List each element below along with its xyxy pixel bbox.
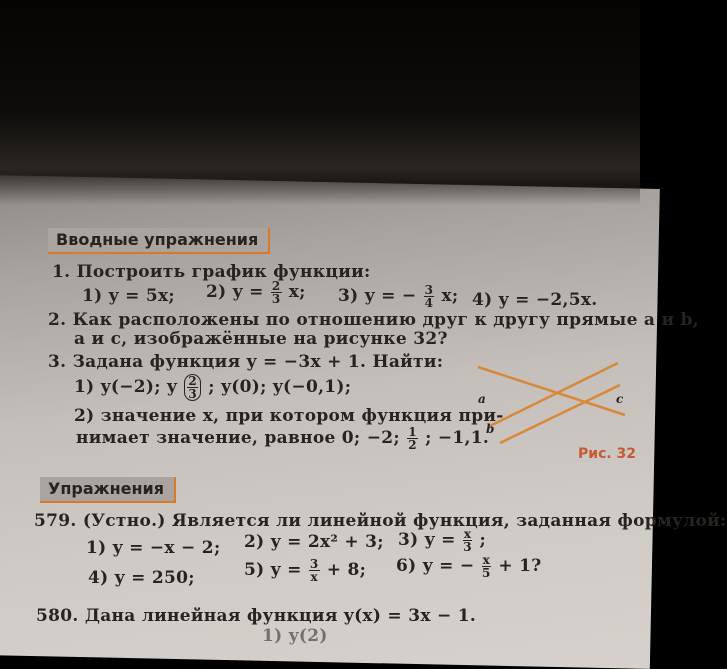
section-header-intro: Вводные упражнения <box>48 228 270 254</box>
exercise-3-part-2-cont: нимает значение, равное 0; −2; $\frac{1}{2}$ ; −1,1. <box>76 425 490 452</box>
exercise-579-item-3: 3) y = $\frac{x}{3}$ ; <box>398 527 487 554</box>
exercise-2-line-2: a и c, изображённые на рисунке 32? <box>74 329 448 349</box>
exercise-579-item-5: 5) y = $\frac{3}{x}$ + 8; <box>244 557 367 584</box>
exercise-579-item-6: 6) y = − $\frac{x}{5}$ + 1? <box>396 553 542 580</box>
exercise-1-item-2: 2) y = $\frac{2}{3}$ x; <box>206 279 306 306</box>
label-a: a <box>478 392 486 406</box>
exercise-579-item-4: 4) y = 250; <box>88 568 195 588</box>
exercise-1-title: 1. Построить график функции: <box>52 262 371 282</box>
label-b: b <box>486 422 495 436</box>
exercise-579-title: 579. (Устно.) Является ли линейной функция, заданная формулой: <box>34 511 727 531</box>
exercise-3-part-1: 1) y(−2); y $\frac{2}{3}$ ; y(0); y(−0,1); <box>74 374 352 401</box>
exercise-580-title: 580. Дана линейная функция y(x) = 3x − 1. <box>36 606 477 626</box>
exercise-1-item-3: 3) y = − $\frac{3}{4}$ x; <box>338 283 459 310</box>
exercise-579-item-2: 2) y = 2x² + 3; <box>244 532 384 552</box>
figure-caption: Рис. 32 <box>578 446 637 462</box>
section-header-exercises: Упражнения <box>40 477 176 503</box>
exercise-2-line-1: 2. Как расположены по отношению друг к другу прямые a и b, <box>48 310 699 330</box>
line-c <box>478 367 625 415</box>
exercise-3-title: 3. Задана функция y = −3x + 1. Найти: <box>48 352 444 372</box>
exercise-3-part-2: 2) значение x, при котором функция при- <box>74 406 504 426</box>
label-c: c <box>616 392 624 406</box>
exercise-1-item-1: 1) y = 5x; <box>82 286 175 306</box>
exercise-579-item-1: 1) y = −x − 2; <box>86 538 221 558</box>
exercise-1-item-4: 4) y = −2,5x. <box>472 290 598 310</box>
exercise-580-item-1: 1) y(2) <box>262 626 328 646</box>
